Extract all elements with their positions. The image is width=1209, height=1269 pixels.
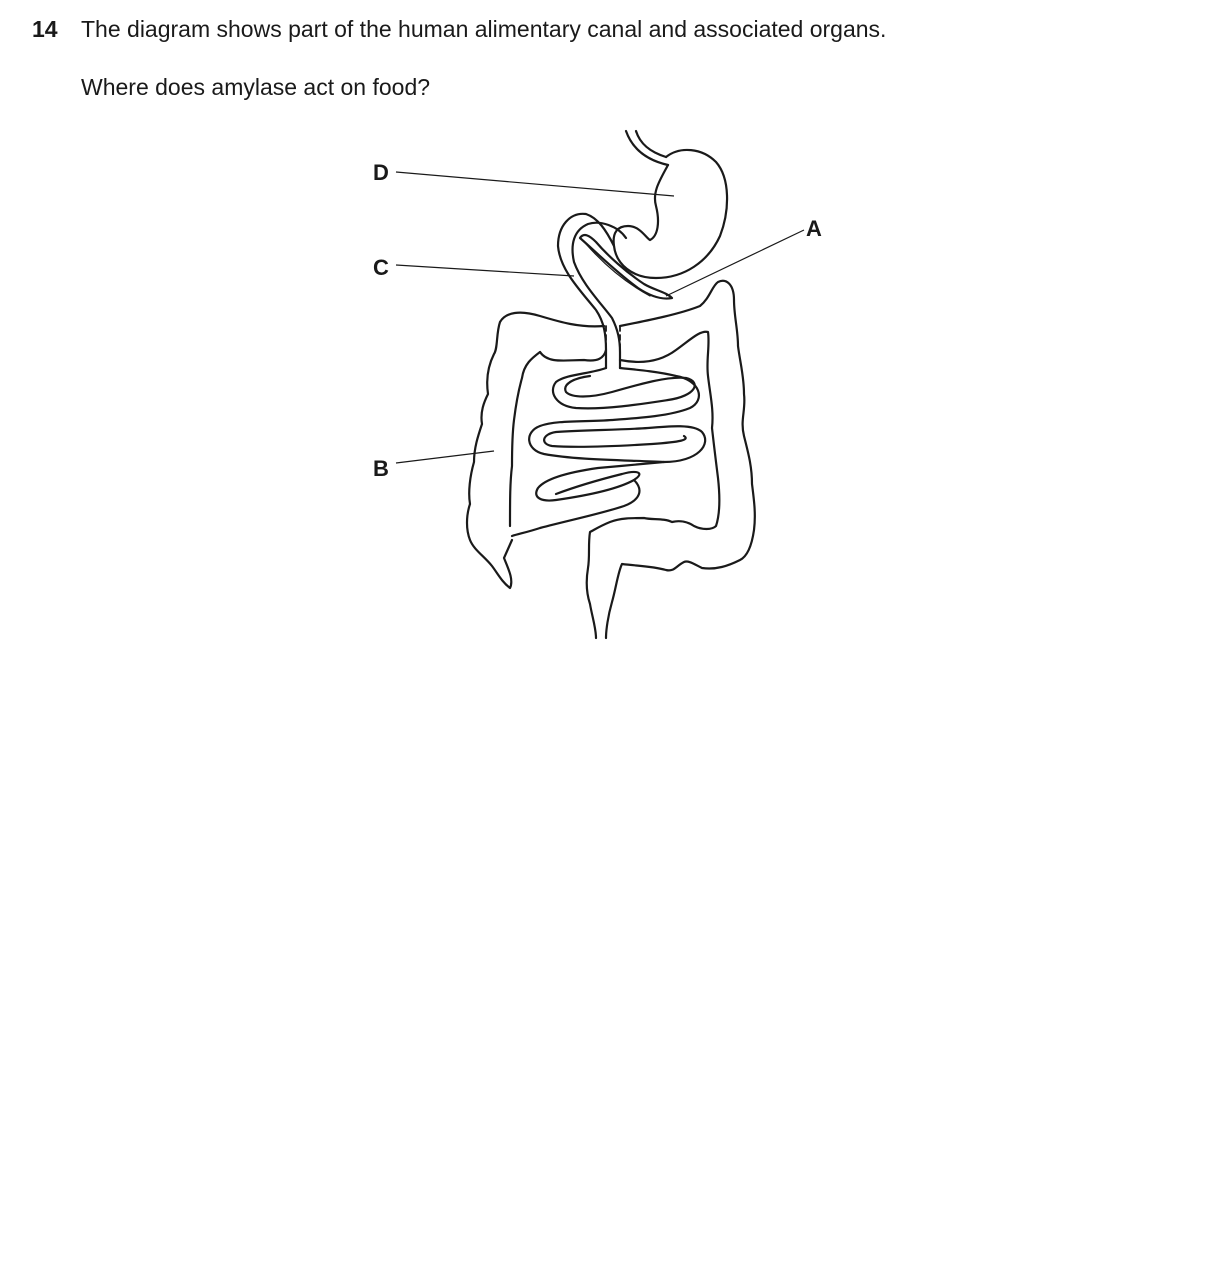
small-intestine-shape-4 (512, 480, 639, 536)
small-intestine-shape-3 (536, 462, 664, 501)
label-c-leader (396, 265, 574, 276)
label-c: C (373, 255, 389, 280)
label-a: A (806, 216, 822, 241)
label-b-leader (396, 451, 494, 463)
label-a-leader (666, 230, 804, 296)
stomach-shape (614, 150, 727, 278)
large-intestine-inner-top-right (587, 332, 720, 638)
large-intestine-inner-left (510, 352, 540, 526)
question-prompt: Where does amylase act on food? (81, 74, 431, 100)
small-intestine-shape (553, 368, 695, 408)
large-intestine-inner-top (540, 350, 606, 361)
label-d: D (373, 160, 389, 185)
question-stem: The diagram shows part of the human alimentary canal and associated organs. (81, 16, 887, 42)
label-b: B (373, 456, 389, 481)
label-d-leader (396, 172, 674, 196)
question-number: 14 (32, 16, 58, 42)
